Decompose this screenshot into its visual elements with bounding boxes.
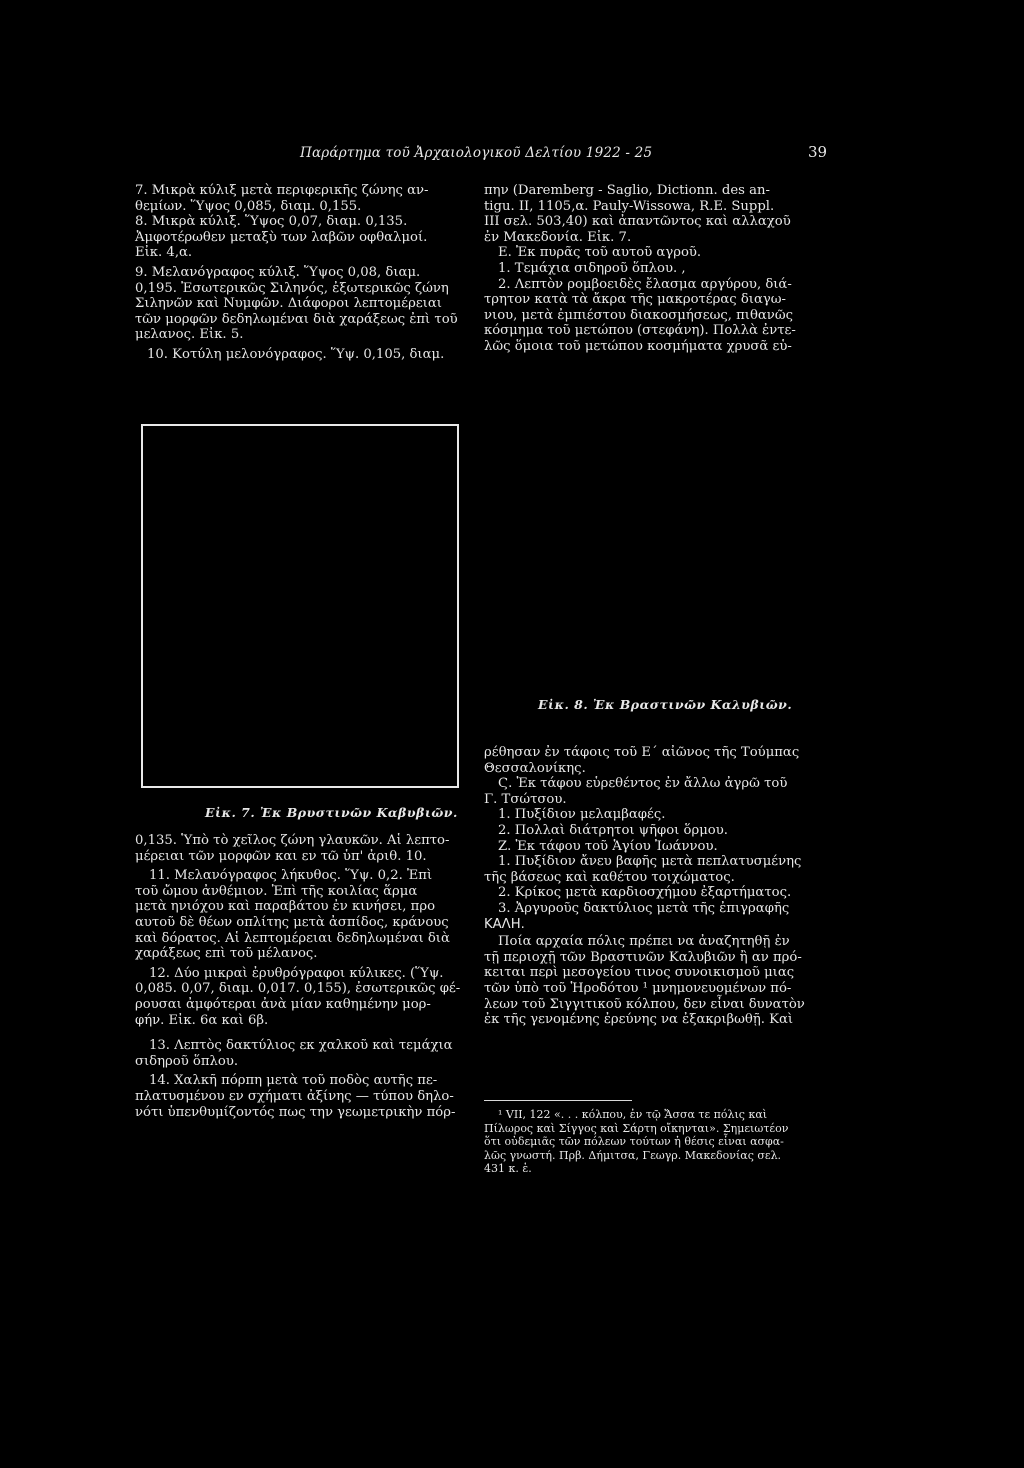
text-line: 8. Μικρὰ κύλιξ. Ὕψος 0,07, διαμ. 0,135. — [135, 214, 408, 230]
text-line: Ζ. Ἐκ τάφου τοῦ Ἁγίου Ἰωάννου. — [498, 838, 718, 854]
text-line: καὶ δόρατος. Αἱ λεπτομέρειαι δεδηλωμέναι διὰ — [135, 930, 450, 946]
text-line: λῶς ὅμοια τοῦ μετώπου κοσμήματα χρυσᾶ εὑ- — [484, 338, 792, 354]
text-line: πλατυσμένου εν σχήματι ἀξίνης — τύπου δηλο- — [135, 1088, 454, 1104]
text-line: κόσμημα τοῦ μετώπου (στεφάνη). Πολλὰ ἐντε- — [484, 323, 796, 339]
text-line: 2. Λεπτὸν ρομβοειδὲς ἔλασμα αργύρου, διά- — [498, 276, 792, 292]
text-line: ἐκ τῆς γενομένης ἐρεύνης να ἐξακριβωθῇ. Καὶ — [484, 1012, 794, 1028]
left-column-bottom — [135, 833, 465, 1120]
text-line: τοῦ ὤμου ἀνθέμιον. Ἐπὶ τῆς κοιλίας ἅρμα — [135, 883, 418, 899]
text-line: Ποία αρχαία πόλις πρέπει να ἀναζητηθῇ ἐν — [498, 934, 790, 950]
text-line: tigu. II, 1105,α. Pauly-Wissowa, R.E. Suppl. — [484, 198, 775, 214]
text-line: τῆς βάσεως καὶ καθέτου τοιχώματος. — [484, 869, 735, 885]
text-line: λεων τοῦ Σιγγιτικοῦ κόλπου, δεν εἶναι δυνατὸν — [484, 996, 805, 1012]
text-line: τῶν μορφῶν δεδηλωμέναι διὰ χαράξεως ἐπὶ τοῦ — [135, 311, 458, 327]
text-line: 0,135. Ὑπὸ τὸ χεῖλος ζώνη γλαυκῶν. Αἱ λεπτο- — [135, 833, 450, 848]
text-line: 3. Ἀργυροῦς δακτύλιος μετὰ τῆς ἐπιγραφῆς — [498, 900, 790, 916]
text-line: τῶν ὑπὸ τοῦ Ἡροδότου ¹ μνημονευομένων πό- — [484, 980, 792, 996]
text-line: τῇ περιοχῇ τῶν Βραστινῶν Καλυβιῶν ἢ αν πρό- — [484, 949, 802, 965]
text-line: Εἰκ. 4,α. — [135, 245, 193, 261]
text-line: 10. Κοτύλη μελονόγραφος. Ὕψ. 0,105, διαμ. — [147, 346, 445, 362]
footnote-line: ὅτι οὐδεμιᾶς τῶν πόλεων τούτων ἡ θέσις εἶναι ασφα- — [484, 1135, 784, 1148]
text-line: θεμίων. Ὕψος 0,085, διαμ. 0,155. — [135, 198, 362, 214]
text-line: Θεσσαλονίκης. — [484, 760, 586, 776]
footnote-line: Πίλωρος καὶ Σίγγος καὶ Σάρτη οἴκηνται». Σημειωτέον — [484, 1121, 789, 1135]
text-line: νότι ὑπενθυμίζοντός πως την γεωμετρικὴν πόρ- — [135, 1104, 456, 1120]
footnote-line: λῶς γνωστή. Πρβ. Δήμιτσα, Γεωγρ. Μακεδονίας σελ. — [484, 1148, 782, 1162]
figure-8-caption: Εἰκ. 8. Ἐκ Βραστινῶν Καλυβιῶν. — [538, 697, 793, 712]
text-line: ρέθησαν ἐν τάφοις τοῦ Ε΄ αἰῶνος τῆς Τούμπας — [484, 745, 800, 760]
text-line: 1. Τεμάχια σιδηροῦ ὅπλου. , — [498, 260, 686, 276]
text-line: 2. Πολλαὶ διάτρητοι ψῆφοι ὅρμου. — [498, 822, 728, 838]
text-line: ἐν Μακεδονία. Εἰκ. 7. — [484, 229, 632, 245]
text-line: μετὰ ηνιόχου καὶ παραβάτου ἐν κινήσει, προ — [135, 899, 436, 915]
text-line: τρητον κατὰ τὰ ἄκρα τῆς μακροτέρας διαγω- — [484, 292, 786, 308]
text-line: 12. Δύο μικραὶ ἐρυθρόγραφοι κύλικες. (Ὕψ. — [149, 965, 444, 981]
text-line: 1. Πυξίδιον ἄνευ βαφῆς μετὰ πεπλατυσμένης — [498, 854, 802, 870]
text-line: μελανος. Εἰκ. 5. — [135, 327, 244, 343]
right-column-top — [484, 183, 829, 355]
text-line: Σιληνῶν καὶ Νυμφῶν. Διάφοροι λεπτομέρειαι — [135, 296, 442, 312]
text-line: φήν. Εἰκ. 6α καὶ 6β. — [135, 1012, 269, 1028]
text-line: 1. Πυξίδιον μελαμβαφές. — [498, 807, 666, 823]
right-column-bottom — [484, 745, 829, 1028]
text-line: Γ. Τσώτσου. — [484, 791, 567, 807]
left-column-top — [135, 183, 465, 363]
text-line: 13. Λεπτὸς δακτύλιος εκ χαλκοῦ καὶ τεμάχια — [149, 1038, 453, 1054]
text-line: Ἀμφοτέρωθεν μεταξὺ των λαβῶν οφθαλμοί. — [135, 229, 428, 245]
text-line: 0,195. Ἐσωτερικῶς Σιληνός, ἐξωτερικῶς ζώνη — [135, 280, 449, 296]
text-line: πην (Daremberg - Saglio, Dictionn. des an- — [484, 183, 770, 198]
footnote — [484, 1108, 844, 1176]
footnote-line: ¹ VII, 122 «. . . κόλπου, ἐν τῷ Ἄσσα τε πόλις καὶ — [498, 1108, 768, 1121]
text-line: αυτοῦ δὲ θέων οπλίτης μετὰ ἀσπίδος, κράνους — [135, 914, 449, 930]
running-header: Παράρτημα τοῦ Ἀρχαιολογικοῦ Δελτίου 1922 - 25 — [300, 145, 653, 161]
text-line: μέρειαι τῶν μορφῶν και εν τῶ ὑπ' ἀριθ. 10. — [135, 848, 427, 864]
footnote-line: 431 κ. ἑ. — [484, 1162, 532, 1175]
figure-7-image — [141, 424, 459, 788]
text-line: 14. Χαλκῆ πόρπη μετὰ τοῦ ποδὸς αυτῆς πε- — [149, 1073, 438, 1089]
text-line: Ϛ. Ἐκ τάφου εὑρεθέντος ἐν ἄλλω ἀγρῶ τοῦ — [498, 776, 788, 792]
text-line: 0,085. 0,07, διαμ. 0,017. 0,155), ἐσωτερικῶς φέ- — [135, 981, 461, 997]
text-line: 11. Μελανόγραφος λήκυθος. Ὕψ. 0,2. Ἐπὶ — [149, 868, 433, 884]
text-line: III σελ. 503,40) καὶ ἀπαντῶντος καὶ αλλαχοῦ — [484, 214, 791, 230]
text-line: νιου, μετὰ ἐμπιέστου διακοσμήσεως, πιθανῶς — [484, 307, 793, 323]
text-line: 2. Κρίκος μετὰ καρδιοσχήμου ἐξαρτήματος. — [498, 885, 792, 901]
text-line: κειται περὶ μεσογείου τινος συνοικισμοῦ μιας — [484, 965, 795, 981]
text-line: Ε. Ἐκ πυρᾶς τοῦ αυτοῦ αγροῦ. — [498, 245, 702, 261]
figure-7-caption: Εἰκ. 7. Ἐκ Βρυστινῶν Καβυβιῶν. — [205, 805, 458, 820]
text-line: ρουσαι ἀμφότεραι ἀνὰ μίαν καθημένην μορ- — [135, 996, 431, 1012]
text-line: χαράξεως επὶ τοῦ μέλανος. — [135, 946, 318, 962]
text-line: 7. Μικρὰ κύλιξ μετὰ περιφερικῆς ζώνης αν- — [135, 183, 429, 198]
text-line: σιδηροῦ ὅπλου. — [135, 1053, 239, 1069]
text-line: 9. Μελανόγραφος κύλιξ. Ὕψος 0,08, διαμ. — [135, 264, 421, 280]
page-number: 39 — [808, 143, 828, 161]
text-line: ΚΑΛΗ. — [484, 916, 525, 932]
footnote-rule — [484, 1100, 632, 1101]
